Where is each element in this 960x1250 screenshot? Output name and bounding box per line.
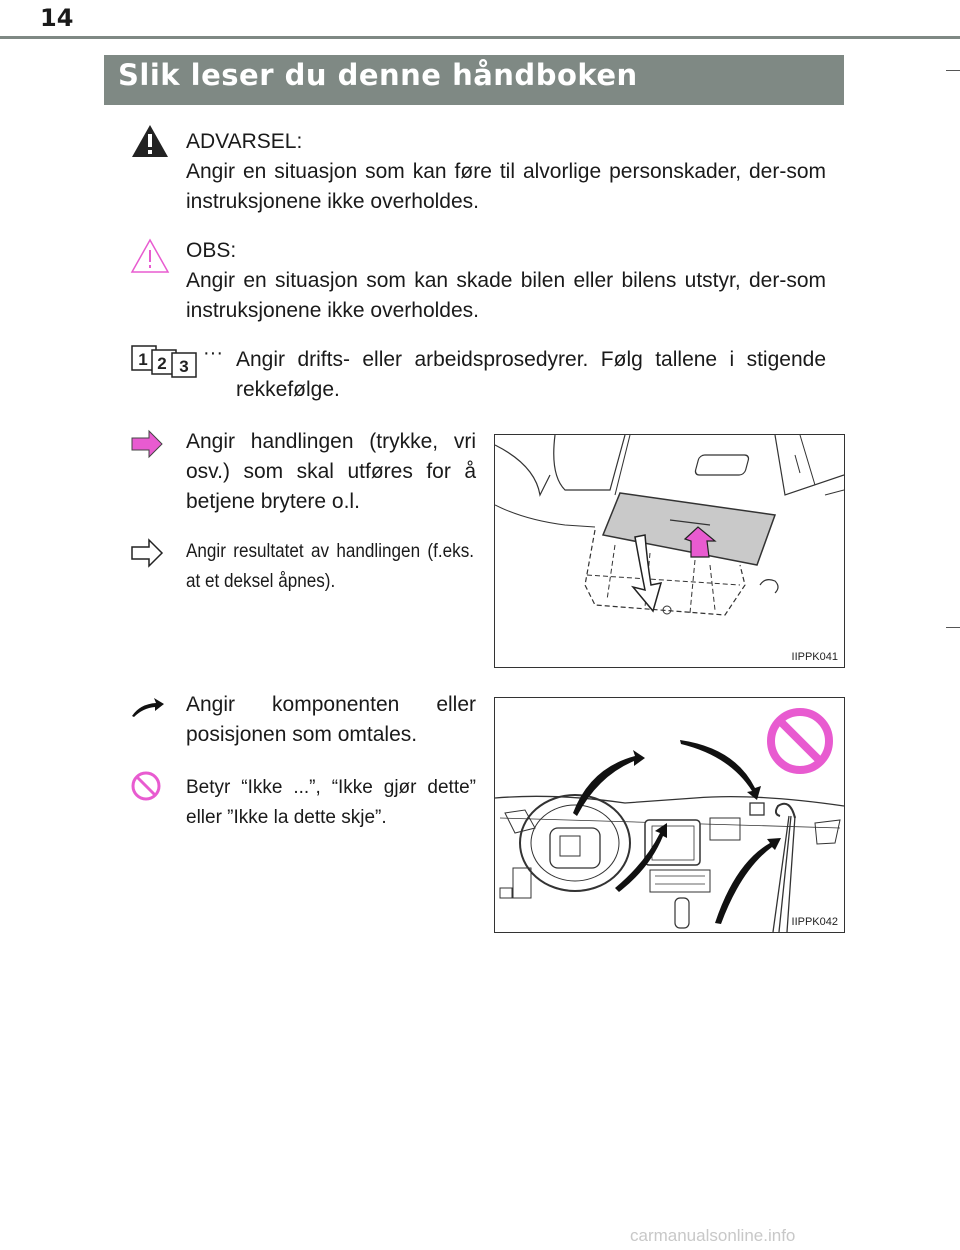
warning-heading: ADVARSEL: xyxy=(186,130,303,153)
overhead-console-illustration xyxy=(494,434,845,668)
step-badge-3: 3 xyxy=(179,357,189,376)
step-badges-icon xyxy=(130,344,202,378)
section-title: Slik leser du denne håndboken xyxy=(118,58,638,92)
margin-tick xyxy=(946,70,960,71)
prohibition-icon xyxy=(130,770,162,802)
figure1-label: IIPPK041 xyxy=(791,651,838,663)
warning-triangle-outline-icon xyxy=(130,238,170,274)
page-number: 14 xyxy=(40,4,74,32)
pink-arrow-icon xyxy=(130,428,164,460)
step-badge-1: 1 xyxy=(138,350,148,369)
watermark: carmanualsonline.info xyxy=(630,1226,796,1245)
dashboard-illustration xyxy=(494,697,845,933)
warning-text: Angir en situasjon som kan føre til alvorlige personskader, der-som instruksjonene ikke overholdes. xyxy=(186,160,826,213)
steps-text: Angir drifts- eller arbeidsprosedyrer. Følg tallene i stigende rekkefølge. xyxy=(236,348,826,401)
notice-heading: OBS: xyxy=(186,239,237,262)
steps-dots: ··· xyxy=(203,342,223,364)
step-badge-2: 2 xyxy=(157,354,167,373)
notice-text: Angir en situasjon som kan skade bilen eller bilens utstyr, der-som instruksjonene ikke overholdes. xyxy=(186,269,826,322)
prohibited-text: Betyr “Ikke ...”, “Ikke gjør dette” eller ”Ikke la dette skje”. xyxy=(186,777,476,828)
result-text: Angir resultatet av handlingen (f.eks. at et deksel åpnes). xyxy=(186,541,474,592)
top-rule xyxy=(0,36,960,39)
curved-pointer-arrow-icon xyxy=(130,696,166,718)
warning-triangle-filled-icon xyxy=(130,123,170,159)
outline-arrow-icon xyxy=(130,537,164,569)
figure2-label: IIPPK042 xyxy=(791,916,838,928)
action-text: Angir handlingen (trykke, vri osv.) som skal utføres for å betjene brytere o.l. xyxy=(186,430,476,513)
margin-tick xyxy=(946,627,960,628)
component-text: Angir komponenten eller posisjonen som omtales. xyxy=(186,693,476,746)
